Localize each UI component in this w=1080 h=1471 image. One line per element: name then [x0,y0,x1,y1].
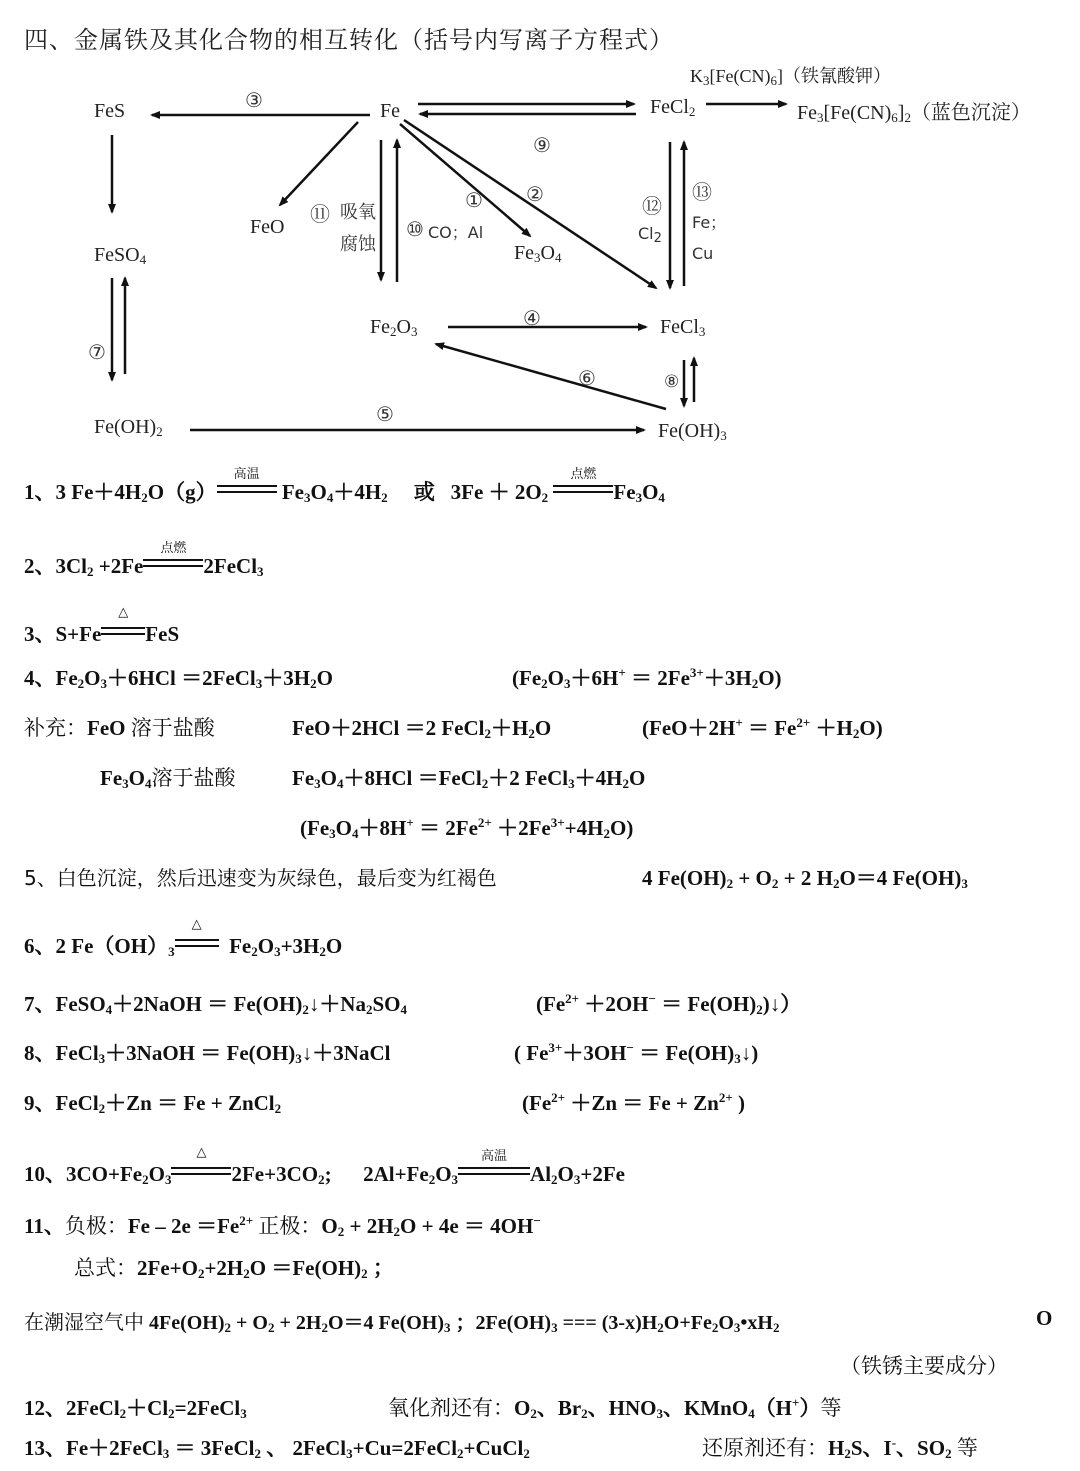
node-feoh3: $Fe(OH)_3$ [658,420,727,443]
node-feo: FeO [250,216,285,238]
equation-12: 12、$2FeCl_2+Cl_2=2FeCl_3$ [24,1396,247,1421]
supplement-fe3o4: $Fe_3O_4$溶于盐酸 [100,766,236,791]
equation-2: 2、$3Cl_2 +2Fe$ 点燃 2FeCl$_3$ [24,541,264,579]
oxidant-note: 氧化剂还有：$O_2$、$Br_2$、$HNO_3$、KMnO$_4$（H+）等 [388,1395,842,1421]
equation-13: 13、Fe＋2FeCl$_3$ ＝ 3FeCl$_2$ 、 2FeCl$_3$+Cu=2FeCl$_2$+CuCl$_2$ [24,1436,530,1461]
node-fe3o4: $Fe_3O_4$ [514,242,562,265]
node-blue-precipitate: $Fe_3[Fe(CN)_6]_2$（蓝色沉淀） [797,102,1031,125]
arrow-fe-feo [280,122,358,205]
equation-4-ionic: $(Fe_2O_3+6H^+ = 2Fe^{3+}+3H_2O)$ [512,665,782,691]
equation-8-ionic: ( $Fe^{3+}+3OH^-$ ＝ $Fe(OH)_3↓$) [514,1040,759,1066]
label-fe-semi: Fe； [692,213,727,232]
supplement-feo-ionic: $(FeO+2H^+ = Fe^{2+} +H_2O)$ [642,715,883,741]
supplement-fe3o4-equation: $Fe_3O_4+8HCl$ ＝FeCl$_2$＋2 $FeCl_3+4H_2O$ [292,766,646,791]
label-4: ④ [523,306,541,330]
node-fe: Fe [380,100,400,122]
label-oxy1: 吸氧 [340,202,376,223]
label-cu: Cu [692,244,714,263]
label-6: ⑥ [578,366,596,390]
equation-6: 6、2 $Fe(OH)_3$ △ $Fe_2O_3+3H_2O$ [24,917,343,959]
node-fes: FeS [94,100,126,122]
section-title: 四、金属铁及其化合物的相互转化（括号内写离子方程式） [24,26,674,54]
equation-8: 8、FeCl$_3$＋3NaOH ＝ $Fe(OH)_3↓+3NaCl$ [24,1041,391,1066]
label-9: ⑨ [533,133,551,157]
label-10: ⑩ [406,217,424,241]
humid-air-o: O [1036,1306,1053,1330]
equation-10: 10、$3CO+Fe_2O_3$ △ $2Fe+3CO_2$; $2Al+Fe_2O_3$ 高温 $Al_2O_3+2Fe$ [24,1145,626,1187]
equation-9-ionic: ($Fe^{2+} +Zn = Fe + Zn^{2+}$ ) [522,1090,745,1115]
node-fecl3: FeCl$_3$ [660,316,706,339]
node-fe2o3: $Fe_2O_3$ [370,316,418,339]
label-12: ⑫ [642,194,662,218]
node-feso4: FeSO$_4$ [94,244,147,267]
reductant-note: 还原剂还有：$H_2S$、I-、$SO_2$ 等 [702,1435,978,1461]
arrow-feoh3-fe2o3 [436,344,666,409]
equation-5: 4 $Fe(OH)_2 + O_2 + 2$ $H_2O=4$ $Fe(OH)_3$ [642,866,968,891]
node-fecl2: FeCl$_2$ [650,96,696,119]
rust-note: （铁锈主要成分） [840,1354,1008,1378]
humid-air-equation: 在潮湿空气中 $4Fe(OH)_2 + O_2 + 2H_2O=4$ $Fe(OH)_3$ ；$2Fe(OH)_3$ === $(3-x)H_2O+Fe_2O_3•xH_2$ [24,1310,780,1335]
equation-4: 4、$Fe_2O_3+6HCl$ $=2FeCl_3+3H_2O$ [24,666,333,691]
reagent-label: $K_3[Fe(CN)_6]$（铁氰酸钾） [690,66,891,88]
equation-11-total: 总式：$2Fe+O_2+2H_2O =Fe(OH)_2$ ； [74,1256,394,1281]
label-13: ⑬ [692,180,712,204]
equation-3: 3、S+Fe △ FeS [24,605,180,646]
label-7: ⑦ [88,340,106,364]
label-2: ② [526,182,544,206]
label-1: ① [465,188,483,212]
label-co-al: CO；Al [428,223,484,242]
equation-9: 9、FeCl$_2$＋Zn ＝ Fe + ZnCl$_2$ [24,1091,282,1116]
label-11: ⑪ [310,202,330,226]
label-cl2: $Cl_2$ [638,224,662,246]
conversion-diagram [0,0,1080,450]
equation-7: 7、FeSO$_4$＋2NaOH ＝ $Fe(OH)_2↓+Na_2SO_4$ [24,992,407,1017]
equation-11: 11、负极：$Fe - 2e =Fe^{2+}$ 正极：$O_2 + 2H_2O + 4e = 4OH^-$ [24,1213,541,1239]
equation-1: 1、3 $Fe+4H_2O(g)$ 高温 $Fe_3O_4+4H_2$ 或 $3Fe + 2O_2$ 点燃 $Fe_3O_4$ [24,467,665,505]
equation-7-ionic: ($Fe^{2+} +2OH^-$ ＝ $Fe(OH)_2)↓$） [536,991,802,1017]
supplement-feo-equation: FeO＋2HCl ＝2 $FeCl_2+H_2O$ [292,716,552,741]
equation-5-text: 5、白色沉淀，然后迅速变为灰绿色，最后变为红褐色 [24,866,497,890]
label-oxy2: 腐蚀 [340,234,376,255]
supplement-fe3o4-ionic: $(Fe_3O_4+8H^+ = 2Fe^{2+} +2Fe^{3+}+4H_2O)$ [300,815,634,841]
node-feoh2: $Fe(OH)_2$ [94,416,163,439]
supplement-feo: 补充：FeO 溶于盐酸 [24,716,215,740]
label-3: ③ [245,88,263,112]
label-5: ⑤ [376,402,394,426]
label-8: ⑧ [664,372,680,392]
